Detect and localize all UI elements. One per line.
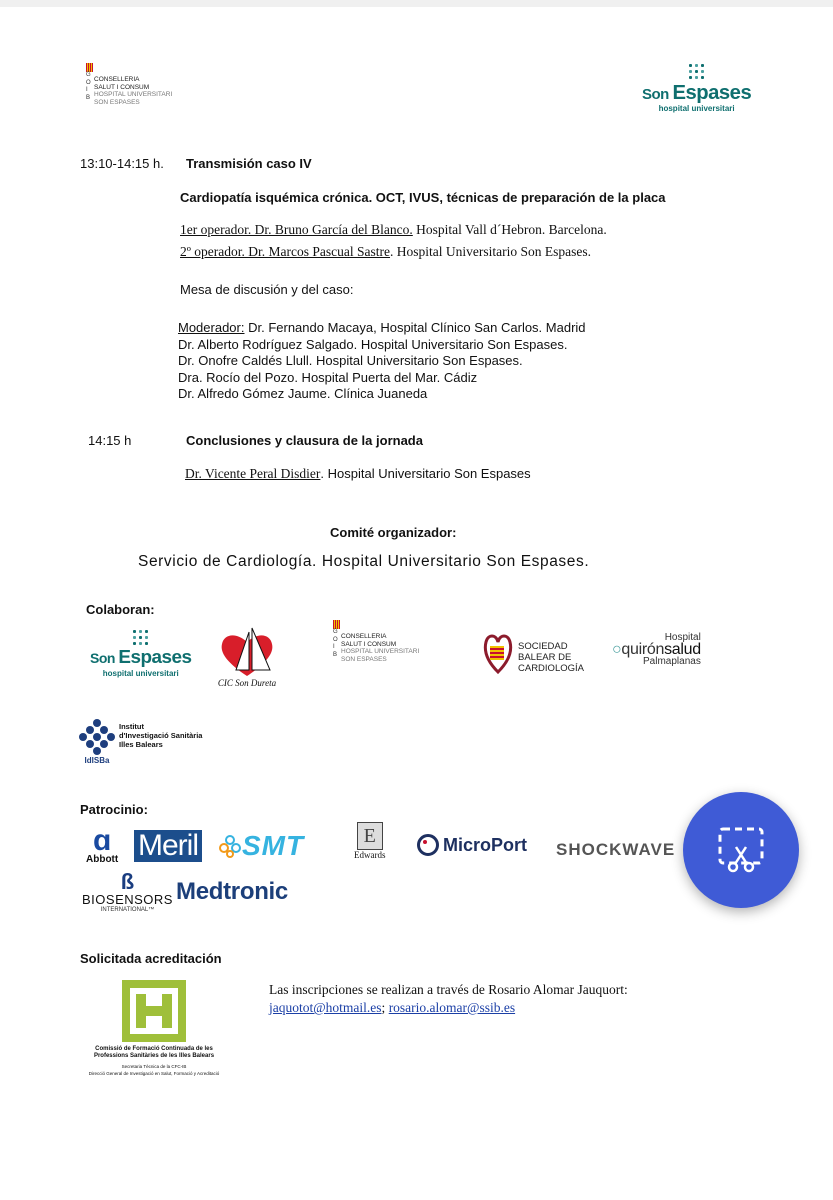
- panelist: Dr. Alberto Rodríguez Salgado. Hospital Universitario Son Espases.: [178, 336, 568, 352]
- email-line: jaquotot@hotmail.es; rosario.alomar@ssib.es: [269, 1000, 516, 1015]
- smt-flower-icon: [218, 834, 242, 858]
- cic-son-dureta-logo: CIC Son Dureta: [216, 624, 278, 688]
- operator-2: 2º operador. Dr. Marcos Pascual Sastre. Hospital Universitario Son Espases.: [180, 244, 591, 259]
- biosensors-logo: ß BIOSENSORS INTERNATIONAL™: [82, 869, 173, 913]
- sociedad-balear-cardiologia-logo: SOCIEDAD BALEAR DE CARDIOLOGÍA: [482, 624, 584, 676]
- cfc-logo: Comissió de Formació Continuada de les Professions Sanitàries de les Illes Balears Secretaria Tècnica de la CFC-IB Direcció General de Investigació en Salut, Formació y Acreditació: [84, 978, 224, 1077]
- screenshot-button[interactable]: [683, 792, 799, 908]
- idisba-grid-icon: [78, 718, 116, 756]
- son-espases-dots-icon: [133, 630, 148, 645]
- discussion-label: Mesa de discusión y del caso:: [180, 282, 354, 297]
- balearic-flag-icon: [333, 620, 340, 629]
- cfc-emblem-icon: [114, 978, 194, 1044]
- closing-time: 14:15 h: [88, 433, 132, 448]
- smt-logo: SMT: [218, 830, 304, 862]
- medtronic-logo: Medtronic: [176, 878, 288, 905]
- microport-icon: [417, 834, 439, 856]
- son-espases-logo: Son Espases hospital universitari: [642, 64, 751, 113]
- quiron-mark-icon: ○: [612, 641, 622, 658]
- operator-1: 1er operador. Dr. Bruno García del Blanco. Hospital Vall d´Hebron. Barcelona.: [180, 222, 607, 237]
- email-link-rosario[interactable]: rosario.alomar@ssib.es: [388, 1000, 516, 1015]
- screenshot-scissors-icon: [716, 825, 766, 875]
- top-bar: [0, 0, 833, 7]
- balearic-flag-icon: [86, 63, 93, 72]
- meril-logo: Meril: [134, 830, 202, 862]
- email-link-jaquotot[interactable]: jaquotot@hotmail.es: [269, 1000, 382, 1015]
- son-espases-dots-icon: [689, 64, 704, 79]
- idisba-logo: IdISBa Institut d'Investigació Sanitària Illes Balears: [78, 718, 202, 765]
- edwards-mark-icon: E: [357, 822, 383, 850]
- session-subtitle: Cardiopatía isquémica crónica. OCT, IVUS, técnicas de preparación de la placa: [180, 190, 666, 205]
- panelist: Dra. Rocío del Pozo. Hospital Puerta del Mar. Cádiz: [178, 369, 478, 385]
- committee-text: Servicio de Cardiología. Hospital Universitario Son Espases.: [138, 553, 590, 570]
- moderator: Moderador: Dr. Fernando Macaya, Hospital Clínico San Carlos. Madrid: [178, 320, 586, 335]
- abbott-logo: ɑ Abbott: [86, 824, 119, 865]
- accreditation-label: Solicitada acreditación: [80, 951, 222, 966]
- microport-logo: MicroPort: [417, 834, 527, 856]
- colaboran-label: Colaboran:: [86, 602, 155, 617]
- inscriptions-text: Las inscripciones se realizan a través de Rosario Alomar Jauquort:: [269, 982, 628, 997]
- shockwave-logo: SHOCKWAVE: [556, 840, 676, 859]
- goib-logo-small: G O I B CONSELLERIA SALUT I CONSUM HOSPITAL UNIVERSITARI SON ESPASES: [333, 620, 419, 663]
- goib-logo: G O I B CONSELLERIA SALUT I CONSUM HOSPITAL UNIVERSITARI SON ESPASES: [86, 63, 172, 106]
- son-espases-logo-small: Son Espases hospital universitari: [90, 630, 192, 678]
- quironsalud-logo: Hospital ○quirónsalud Palmaplanas: [612, 632, 701, 667]
- panelist: Dr. Onofre Caldés Llull. Hospital Universitario Son Espases.: [178, 353, 523, 368]
- heart-sail-icon: [216, 624, 278, 680]
- edwards-logo: E Edwards: [354, 822, 386, 860]
- committee-label: Comité organizador:: [330, 525, 457, 540]
- session-time: 13:10-14:15 h.: [80, 156, 164, 171]
- panelist: Dr. Alfredo Gómez Jaume. Clínica Juaneda: [178, 386, 428, 401]
- abbott-mark-icon: ɑ: [92, 824, 112, 857]
- patrocinio-label: Patrocinio:: [80, 802, 148, 817]
- sbc-heart-icon: [482, 624, 514, 676]
- biosensors-mark-icon: ß: [120, 869, 135, 894]
- session-title: Transmisión caso IV: [186, 156, 312, 171]
- closing-title: Conclusiones y clausura de la jornada: [186, 433, 423, 448]
- panel-list: [178, 320, 586, 403]
- closing-speaker: Dr. Vicente Peral Disdier. Hospital Universitario Son Espases: [185, 466, 531, 481]
